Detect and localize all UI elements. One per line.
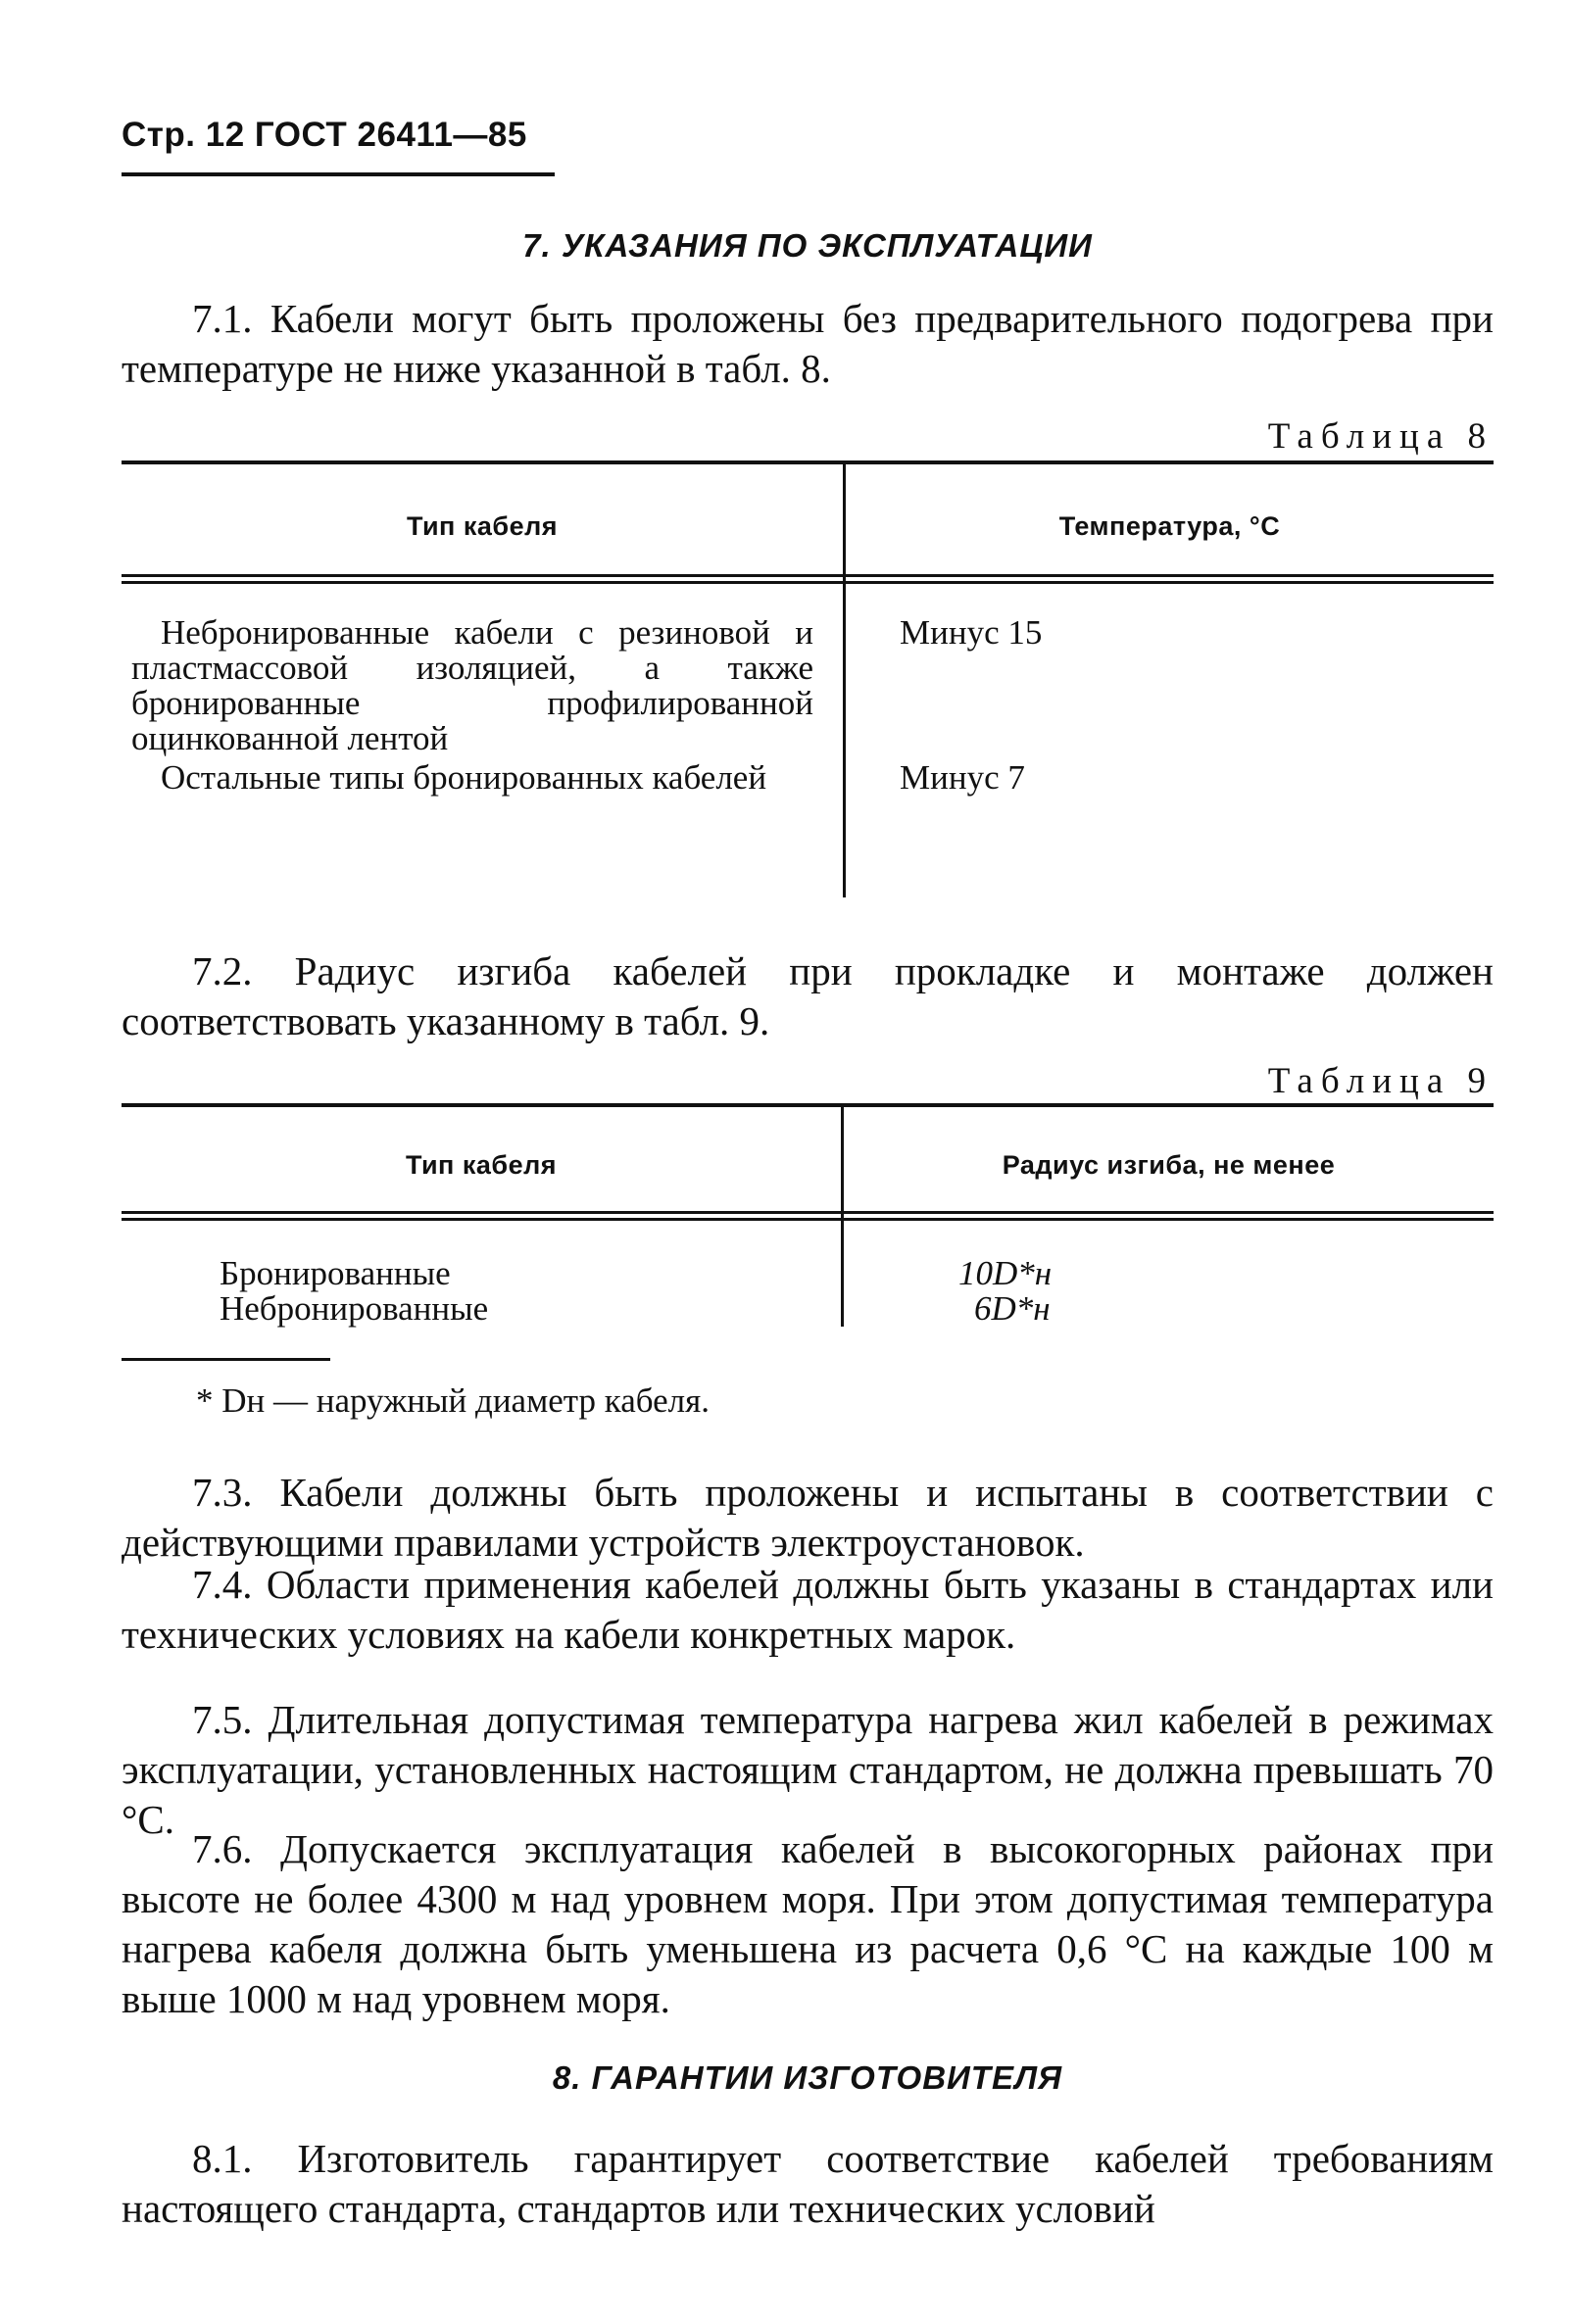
table-9-top-rule <box>122 1103 1494 1107</box>
section-7-title: 7. УКАЗАНИЯ ПО ЭКСПЛУАТАЦИИ <box>522 227 1093 264</box>
footnote-rule <box>122 1358 330 1361</box>
section-8-title: 8. ГАРАНТИИ ИЗГОТОВИТЕЛЯ <box>552 2059 1063 2096</box>
table-8-row-1-value: Минус 15 <box>900 613 1043 652</box>
paragraph-7-4: 7.4. Области применения кабелей должны быть указаны в стандартах или технических условиях на кабели конкретных марок. <box>122 1562 1494 1657</box>
table-9-header-rule <box>122 1211 1494 1221</box>
table-9-footnote: * Dн — наружный диаметр кабеля. <box>196 1381 710 1420</box>
table-9-header-type: Тип кабеля <box>405 1150 557 1180</box>
table-8-row-2-value: Минус 7 <box>900 758 1025 797</box>
paragraph-7-5: 7.5. Длительная допустимая температура нагрева жил кабелей в режимах эксплуатации, установленных настоящим стандартом, не должна превышать 70 °С. <box>122 1697 1494 1842</box>
paragraph-7-6: 7.6. Допускается эксплуатация кабелей в высокогорных районах при высоте не более 4300 м над уровнем моря. При этом допустимая температура нагрева кабеля должна быть уменьшена из расчета 0,6 °С на каждые 100 м выше 1000 м над уровнем моря. <box>122 1826 1494 2021</box>
table-9-row-1-type: Бронированные <box>220 1254 451 1292</box>
table-9-header-radius: Радиус изгиба, не менее <box>1002 1150 1336 1180</box>
table-8-top-rule <box>122 460 1494 464</box>
table-8-header-temperature: Температура, °С <box>1058 511 1281 541</box>
paragraph-8-1: 8.1. Изготовитель гарантирует соответствие кабелей требованиям настоящего стандарта, стандартов или технических условий <box>122 2136 1494 2231</box>
table-9-row-2-value: 6D*н <box>974 1289 1051 1328</box>
table-8-caption: Таблица 8 <box>1267 416 1494 457</box>
table-8-header-type: Тип кабеля <box>406 511 558 541</box>
paragraph-7-1: 7.1. Кабели могут быть проложены без предварительного подогрева при температуре не ниже указанной в табл. 8. <box>122 296 1494 391</box>
paragraph-7-3: 7.3. Кабели должны быть проложены и испытаны в соответствии с действующими правилами устройств электроустановок. <box>122 1470 1494 1565</box>
paragraph-7-2: 7.2. Радиус изгиба кабелей при прокладке и монтаже должен соответствовать указанному в табл. 9. <box>122 948 1494 1043</box>
table-8-header-rule <box>122 574 1494 584</box>
table-9-row-1-value: 10D*н <box>958 1254 1053 1292</box>
table-9-caption: Таблица 9 <box>1267 1061 1494 1101</box>
table-8-row-1-type: Небронированные кабели с резиновой и пластмассовой изоляцией, а также бронированные профилированной оцинкованной лентой <box>131 613 813 757</box>
running-head: Стр. 12 ГОСТ 26411—85 <box>122 116 527 154</box>
running-head-rule <box>122 172 555 176</box>
table-8-row-2-type: Остальные типы бронированных кабелей <box>161 758 767 797</box>
table-9-row-2-type: Небронированные <box>220 1289 489 1328</box>
